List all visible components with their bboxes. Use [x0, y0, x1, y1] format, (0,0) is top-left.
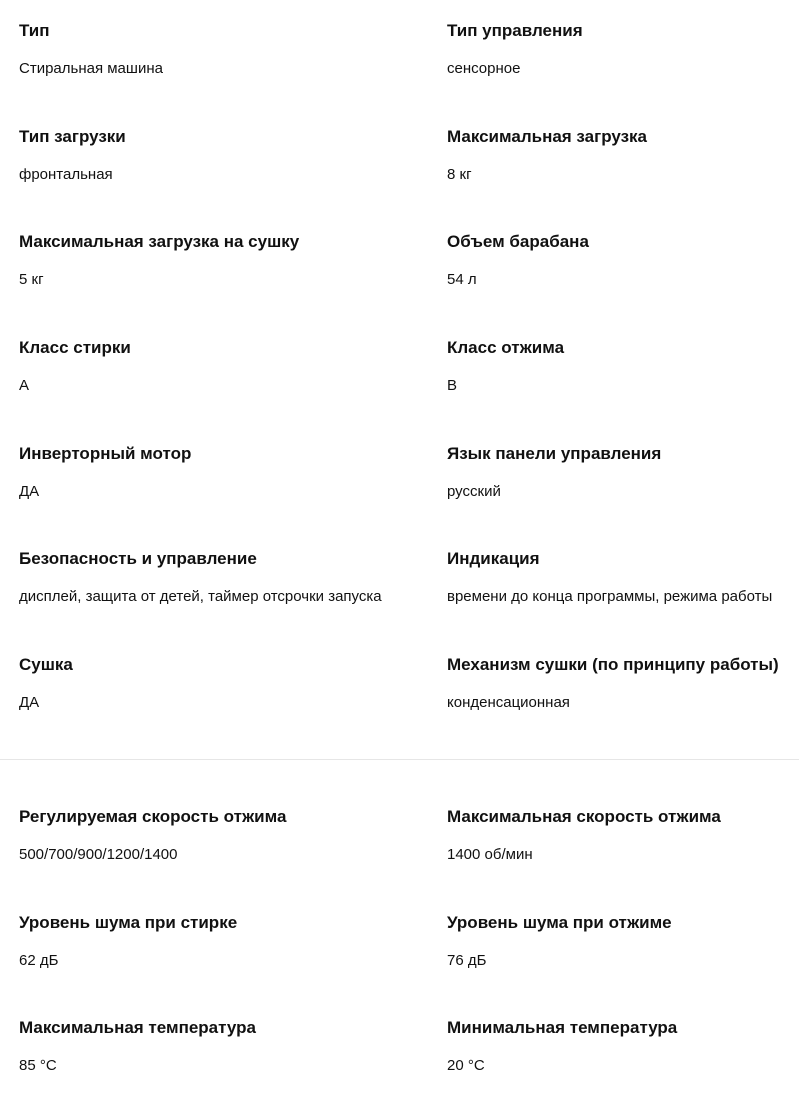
spec-value: 20 °C [447, 1057, 485, 1075]
spec-item-spin-noise [428, 913, 799, 1019]
spec-label: Класс отжима [447, 338, 565, 358]
spec-item-drying [0, 655, 428, 761]
spec-label: Тип управления [447, 21, 583, 40]
spec-item-spin-class [428, 338, 799, 444]
spec-item-type [0, 21, 428, 127]
spec-label: Безопасность и управление [19, 549, 257, 569]
spec-label: Механизм сушки (по принципу работы) [447, 655, 779, 675]
spec-label: Тип [19, 21, 50, 40]
spec-label: Объем барабана [447, 232, 589, 252]
spec-item-max-spin [428, 807, 799, 913]
spec-label: Уровень шума при отжиме [447, 912, 672, 932]
spec-value: времени до конца программы, режима работы [447, 588, 773, 606]
section-divider [0, 759, 799, 760]
spec-item-control-type [428, 21, 799, 127]
spec-item-indication [428, 549, 799, 655]
spec-value: ДА [19, 482, 40, 500]
spec-value: 54 л [447, 271, 477, 289]
spec-value: A [19, 377, 30, 395]
spec-item-max-dry-load [0, 232, 428, 338]
spec-value: дисплей, защита от детей, таймер отсрочки запуска [19, 588, 382, 606]
spec-value: 500/700/900/1200/1400 [19, 846, 178, 863]
spec-label: Сушка [19, 655, 73, 675]
spec-label: Максимальная загрузка [447, 126, 647, 146]
spec-item-wash-noise [0, 913, 428, 1019]
specs-grid [0, 21, 799, 761]
spec-item-min-temp [428, 1018, 799, 1120]
spec-value: 5 кг [19, 271, 44, 289]
specs-section-spin-noise-temp [0, 807, 799, 1120]
spec-value: B [447, 377, 458, 395]
spec-label: Класс стирки [19, 338, 131, 358]
spec-item-max-temp [0, 1018, 428, 1120]
spec-label: Максимальная загрузка на сушку [19, 232, 300, 252]
spec-value: сенсорное [447, 60, 521, 77]
spec-label: Максимальная температура [19, 1018, 256, 1038]
spec-item-panel-language [428, 444, 799, 550]
spec-value: 1400 об/мин [447, 846, 533, 863]
specs-grid [0, 807, 799, 1120]
spec-label: Уровень шума при стирке [19, 912, 238, 932]
spec-label: Индикация [447, 549, 540, 569]
spec-label: Максимальная скорость отжима [447, 807, 721, 826]
spec-value: русский [447, 482, 501, 500]
spec-value: фронтальная [19, 165, 113, 183]
spec-label: Регулируемая скорость отжима [19, 807, 287, 826]
spec-value: 76 дБ [447, 951, 487, 969]
spec-value: конденсационная [447, 694, 570, 712]
spec-item-max-load [428, 127, 799, 233]
spec-value: 85 °C [19, 1057, 57, 1075]
spec-value: 62 дБ [19, 951, 59, 969]
spec-item-safety-control [0, 549, 428, 655]
spec-item-drying-mechanism [428, 655, 799, 761]
spec-label: Минимальная температура [447, 1018, 678, 1038]
spec-item-wash-class [0, 338, 428, 444]
spec-label: Инверторный мотор [19, 443, 192, 463]
spec-label: Язык панели управления [447, 443, 662, 463]
spec-item-drum-volume [428, 232, 799, 338]
spec-value: ДА [19, 694, 40, 712]
spec-value: Стиральная машина [19, 60, 163, 77]
spec-value: 8 кг [447, 165, 472, 183]
spec-item-adjustable-spin [0, 807, 428, 913]
spec-item-load-type [0, 127, 428, 233]
spec-item-inverter-motor [0, 444, 428, 550]
spec-label: Тип загрузки [19, 126, 126, 146]
